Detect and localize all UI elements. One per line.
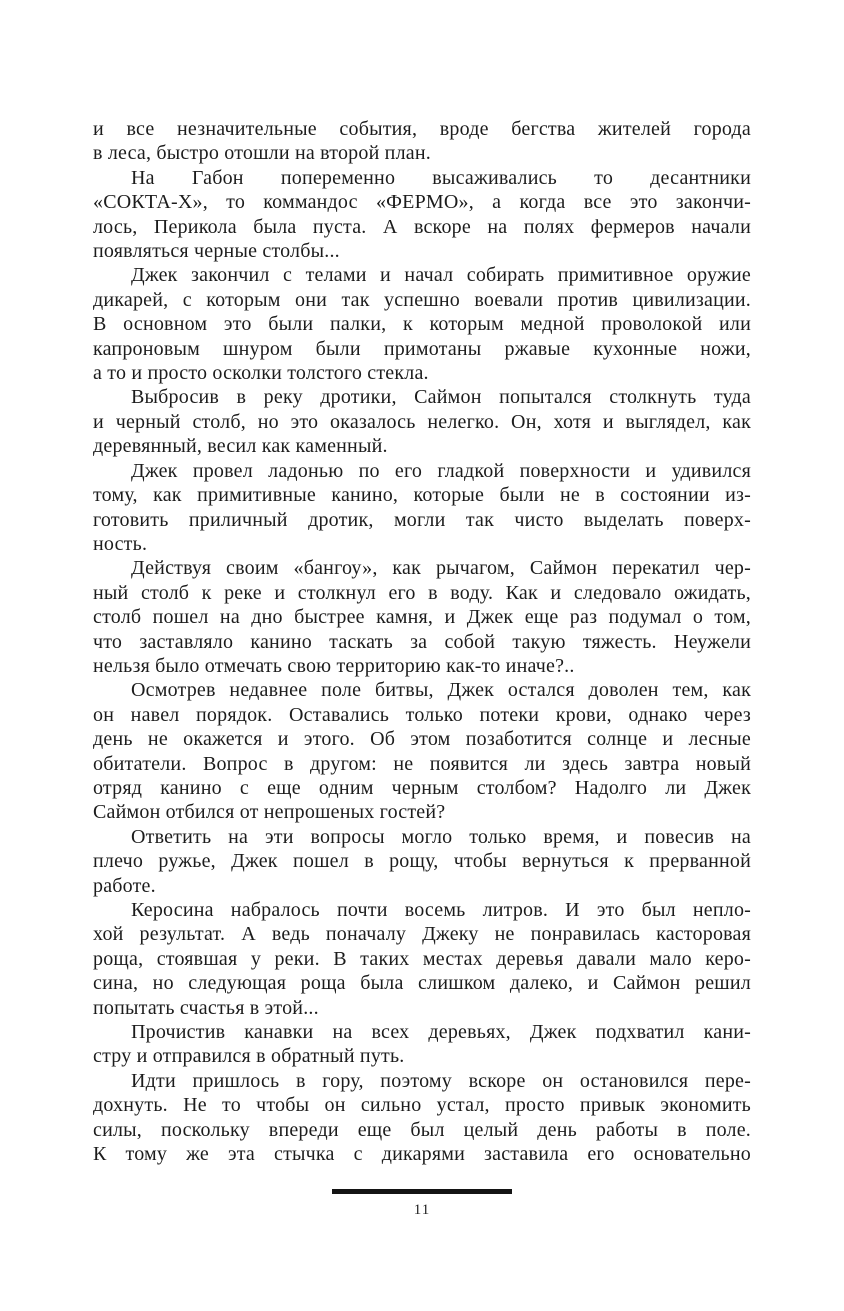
text-line: нельзя было отмечать свою территорию как-то иначе?.. [93,654,575,677]
text-line: Выбросив в реку дротики, Саймон попытался столкнуть туда [131,386,751,409]
text-line: силы, поскольку впереди еще был целый день работы в поле. [93,1118,751,1141]
paragraph [93,459,751,557]
text-line: Саймон отбился от непрошеных гостей? [93,801,446,824]
text-line: ный столб к реке и столкнул его в воду. Как и следовало ожидать, [93,581,751,604]
footer-rule [332,1189,512,1194]
paragraph [93,898,751,1020]
text-line: день не окажется и этого. Об этом позаботится солнце и лесные [93,728,751,751]
text-line: Керосина набралось почти восемь литров. И это был непло- [131,899,751,921]
paragraph [93,166,751,264]
text-line: появляться черные столбы... [93,240,340,263]
text-line: и все незначительные события, вроде бегства жителей города [93,118,751,140]
paragraph [93,1069,751,1167]
paragraph [93,263,751,385]
text-line: Ответить на эти вопросы могло только время, и повесив на [131,825,751,848]
text-line: лось, Перикола была пуста. А вскоре на полях фермеров начали [93,215,751,238]
text-line: стру и отправился в обратный путь. [93,1045,405,1068]
text-line: капроновым шнуром были примотаны ржавые кухонные ножи, [93,337,751,360]
text-line: Прочистив канавки на всех деревьях, Джек подхватил кани- [131,1021,751,1044]
text-line: он навел порядок. Оставались только потеки крови, однако через [93,703,751,726]
text-line: попытать счастья в этой... [93,996,319,1019]
paragraph [93,825,751,898]
text-line: Осмотрев недавнее поле битвы, Джек остался доволен тем, как [131,679,751,702]
text-line: работе. [93,874,156,897]
text-line: «СОКТА-Х», то коммандос «ФЕРМО», а когда все это закончи- [93,191,751,214]
text-line: деревянный, весил как каменный. [93,435,388,458]
text-line: Джек провел ладонью по его гладкой поверхности и удивился [131,459,751,482]
text-line: тому, как примитивные канино, которые были не в состоянии из- [93,484,751,507]
paragraph [93,1020,751,1069]
text-line: Идти пришлось в гору, поэтому вскоре он остановился пере- [131,1069,751,1092]
text-line: дикарей, с которым они так успешно воевали против цивилизации. [93,288,751,311]
paragraph [93,385,751,458]
page-number: 11 [413,1202,431,1218]
text-line: К тому же эта стычка с дикарями заставила его основательно [93,1143,751,1166]
text-line: что заставляло канино таскать за собой такую тяжесть. Неужели [93,630,751,653]
text-line: сина, но следующая роща была слишком далеко, и Саймон решил [93,972,751,995]
paragraph [93,117,751,166]
text-line: в леса, быстро отошли на второй план. [93,142,431,165]
text-line: отряд канино с еще одним черным столбом? Надолго ли Джек [93,776,751,799]
text-line: а то и просто осколки толстого стекла. [93,362,429,385]
text-line: В основном это были палки, к которым медной проволокой или [93,313,751,336]
text-line: хой результат. А ведь поначалу Джеку не понравилась касторовая [93,923,751,946]
text-line: Действуя своим «бангоу», как рычагом, Саймон перекатил чер- [131,557,751,580]
text-line: На Габон попеременно высаживались то десантники [131,166,751,189]
text-line: готовить приличный дротик, могли так чисто выделать поверх- [93,508,751,531]
paragraph [93,556,751,678]
text-line: обитатели. Вопрос в другом: не появится ли здесь завтра новый [93,752,751,775]
page-footer [93,1189,751,1219]
text-line: ность. [93,532,148,555]
text-line: плечо ружье, Джек пошел в рощу, чтобы вернуться к прерванной [93,850,751,873]
text-line: столб пошел на дно быстрее камня, и Джек еще раз подумал о том, [93,606,751,629]
text-line: Джек закончил с телами и начал собирать примитивное оружие [131,264,751,287]
text-line: и черный столб, но это оказалось нелегко. Он, хотя и выглядел, как [93,410,751,433]
page-text [93,117,751,1166]
text-line: роща, стоявшая у реки. В таких местах деревья давали мало керо- [93,947,751,970]
paragraph [93,678,751,824]
text-line: дохнуть. Не то чтобы он сильно устал, просто привык экономить [93,1094,751,1117]
